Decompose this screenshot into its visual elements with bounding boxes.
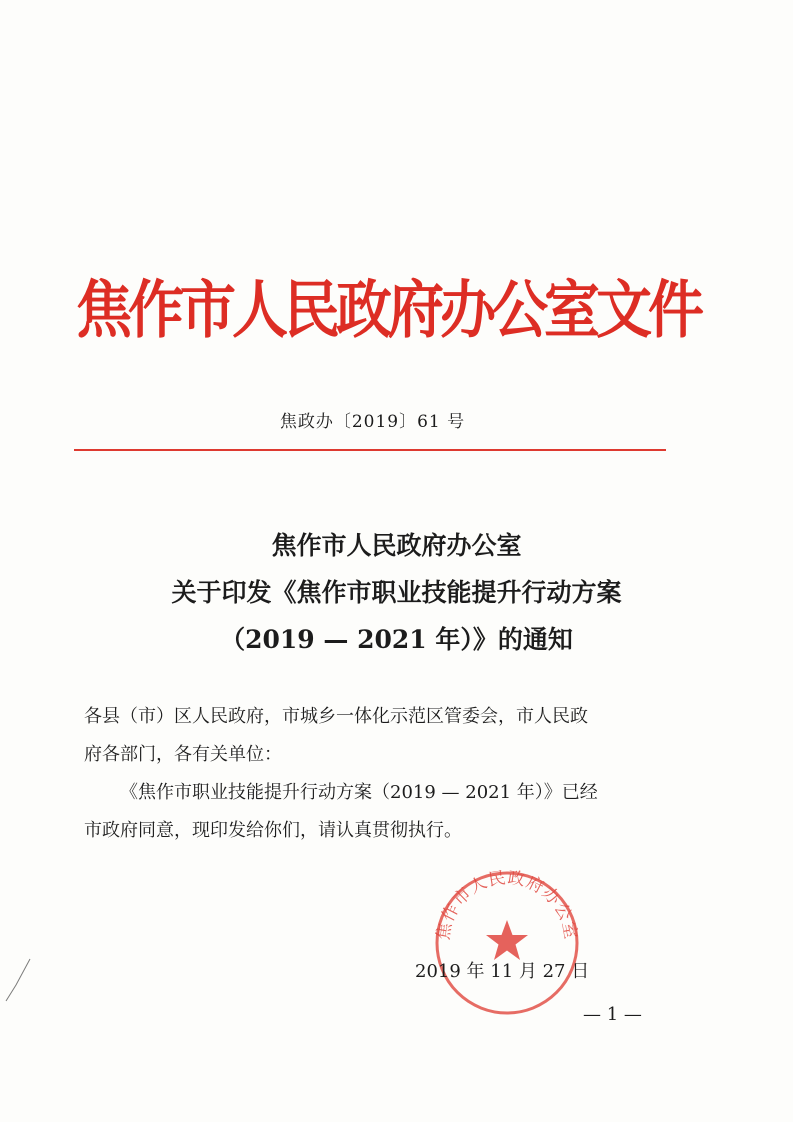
star-icon [486, 920, 528, 960]
issue-date: 2019 年 11 月 27 日 [415, 961, 590, 982]
scan-mark [0, 955, 40, 1005]
official-seal [432, 868, 582, 1018]
body-paragraph-line-1: 《焦作市职业技能提升行动方案（2019 — 2021 年）》已经 [120, 782, 598, 803]
seal-text: 焦作市人民政府办公室 [433, 868, 581, 942]
document-header-title: 焦作市人民政府办公室文件 [76, 273, 700, 347]
page-number: — 1 — [583, 1004, 642, 1025]
document-number: 焦政办〔2019〕61 号 [279, 412, 466, 432]
notice-body [84, 698, 684, 850]
body-paragraph-line-2: 市政府同意，现印发给你们，请认真贯彻执行。 [84, 820, 462, 841]
red-divider-line [74, 449, 666, 451]
notice-title-line-1: 焦作市人民政府办公室 [271, 531, 522, 560]
notice-title [0, 522, 793, 663]
notice-title-line-2: 关于印发《焦作市职业技能提升行动方案 [171, 578, 622, 607]
notice-title-line-3: （2019 — 2021 年）》的通知 [220, 625, 573, 654]
recipients-line-1: 各县（市）区人民政府，市城乡一体化示范区管委会，市人民政 [84, 706, 588, 727]
recipients-line-2: 府各部门，各有关单位： [84, 744, 282, 765]
